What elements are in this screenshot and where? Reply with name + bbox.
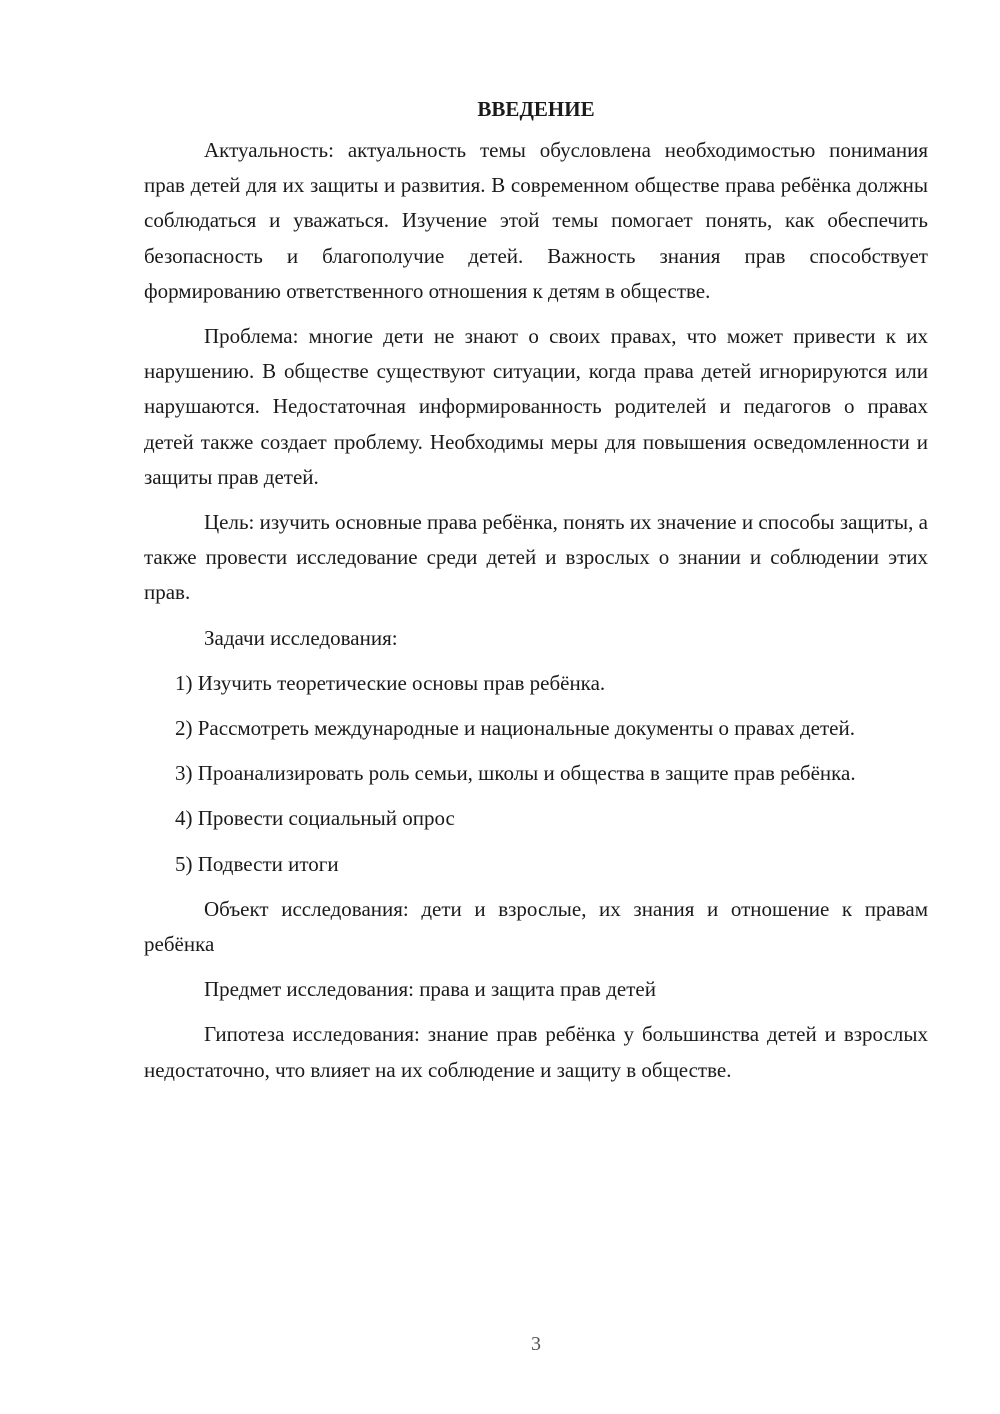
document-page bbox=[144, 92, 928, 1098]
paragraph-goal: Цель: изучить основные права ребёнка, понять их значение и способы защиты, а также провести исследование среди детей и взрослых о знании и соблюдении этих прав. bbox=[144, 510, 928, 605]
page-number: 3 bbox=[531, 1333, 541, 1355]
paragraph-hypothesis: Гипотеза исследования: знание прав ребёнка у большинства детей и взрослых недостаточно, что влияет на их соблюдение и защиту в обществе. bbox=[144, 1022, 928, 1082]
paragraph-object: Объект исследования: дети и взрослые, их знания и отношение к правам ребёнка bbox=[144, 896, 928, 957]
task-item-1: 1) Изучить теоретические основы прав ребёнка. bbox=[175, 670, 606, 695]
task-item-4: 4) Провести социальный опрос bbox=[175, 806, 455, 831]
page-title: ВВЕДЕНИЕ bbox=[477, 97, 595, 121]
paragraph-relevance: Актуальность: актуальность темы обусловлена необходимостью понимания прав детей для их защиты и развития. В современном обществе права ребёнка должны соблюдаться и уважаться. Изучение этой темы помогает понять, как обеспечить безопасность и благополучие детей. Важность знания прав способствует формированию ответственного отношения к детям в обществе. bbox=[144, 138, 928, 303]
paragraph-problem: Проблема: многие дети не знают о своих правах, что может привести к их нарушению. В обществе существуют ситуации, когда права детей игнорируются или нарушаются. Недостаточная информированность родителей и педагогов о правах детей также создает проблему. Необходимы меры для повышения осведомленности и защиты прав детей. bbox=[144, 324, 928, 489]
task-item-2: 2) Рассмотреть международные и национальные документы о правах детей. bbox=[175, 716, 855, 741]
paragraph-subject: Предмет исследования: права и защита прав детей bbox=[204, 977, 656, 1002]
task-item-5: 5) Подвести итоги bbox=[175, 851, 339, 876]
task-item-3: 3) Проанализировать роль семьи, школы и общества в защите прав ребёнка. bbox=[175, 761, 856, 786]
paragraph-tasks-heading: Задачи исследования: bbox=[204, 625, 398, 650]
